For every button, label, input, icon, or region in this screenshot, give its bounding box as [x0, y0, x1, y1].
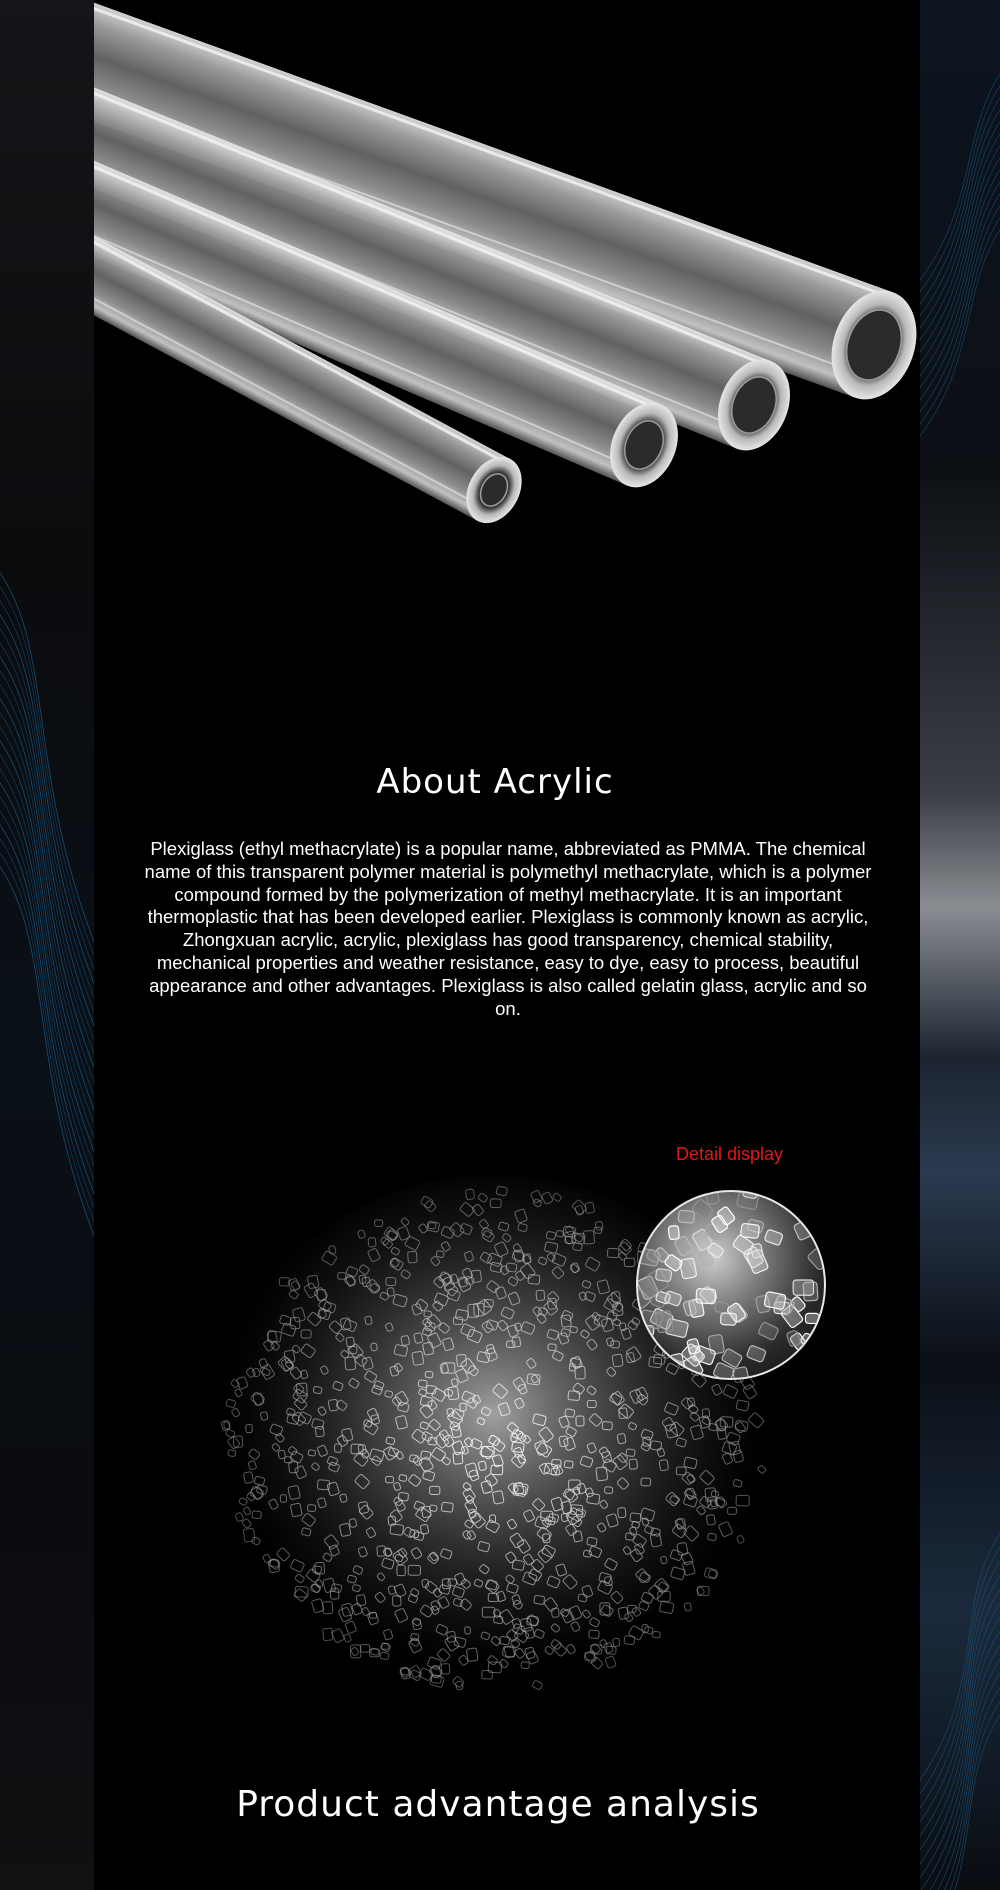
about-acrylic-heading: About Acrylic — [376, 762, 614, 802]
acrylic-tubes-image — [94, 0, 920, 560]
left-decorative-panel — [0, 0, 94, 1890]
right-decorative-panel — [920, 0, 1000, 1890]
product-advantage-heading: Product advantage analysis — [236, 1784, 760, 1825]
wave-lines-decoration — [920, 0, 1000, 1890]
about-acrylic-description: Plexiglass (ethyl methacrylate) is a popular name, abbreviated as PMMA. The chemical name of this transparent polymer material is polymethyl methacrylate, which is a polymer compound formed by the polymerization of methyl methacrylate. It is an important thermoplastic that has been developed earlier. Plexiglass is commonly known as acrylic, Zhongxuan acrylic, acrylic, plexiglass has good transparency, chemical stability, mechanical properties and weather resistance, easy to dye, easy to process, beautiful appearance and other advantages. Plexiglass is also called gelatin glass, acrylic and so on. — [144, 838, 872, 1019]
detail-display-label: Detail display — [676, 1144, 784, 1164]
detail-zoom-circle — [636, 1190, 826, 1380]
content-column — [94, 0, 920, 1890]
pellets-closeup-image — [638, 1192, 824, 1378]
wave-lines-decoration — [0, 0, 94, 1890]
